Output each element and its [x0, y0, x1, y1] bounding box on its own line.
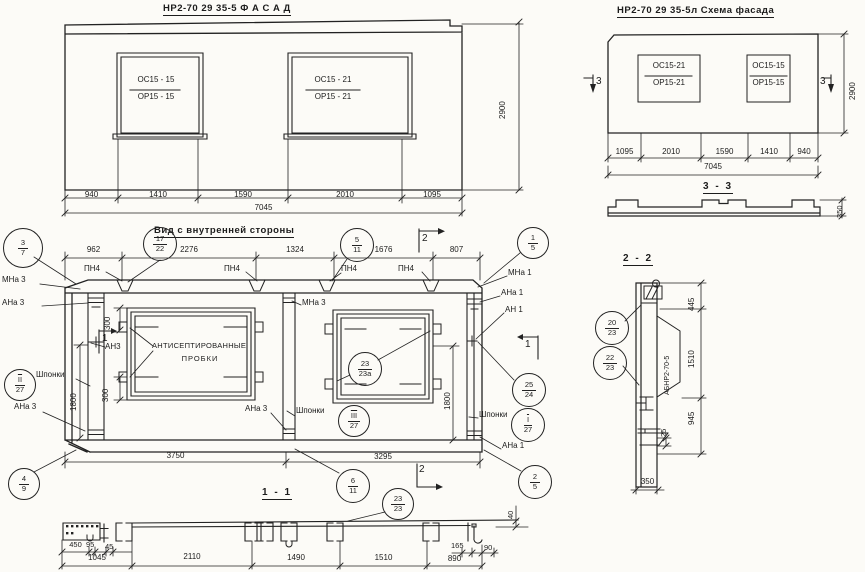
inner-dim-1676: 1676	[374, 245, 393, 254]
callout-I-27	[511, 408, 545, 442]
inner-label-ana3-bottomleft: АНа 3	[14, 402, 37, 411]
s11-dim-450: 450	[69, 540, 82, 549]
inner-dim-807: 807	[449, 245, 464, 254]
s11-dim-1045: 1045	[88, 553, 106, 562]
inner-ribs	[88, 293, 474, 440]
s22-top-anchor	[641, 286, 662, 303]
callout-22-23-top: 22	[603, 354, 617, 364]
callout-17-22-bottom: 22	[155, 243, 165, 253]
callout-4-9-bottom: 9	[21, 483, 27, 493]
inner-label-mna3-topleft: МНа 3	[2, 275, 26, 284]
s11-dim-90: 90	[484, 543, 493, 552]
callout-3-7-bottom: 7	[20, 247, 26, 257]
inner-section-mark-1-right: 1	[525, 339, 531, 350]
callout-1-5-top: 1	[528, 234, 538, 244]
inner-dim-2276: 2276	[180, 245, 198, 254]
facade-dim-940: 940	[84, 190, 99, 199]
inner-view-title: Вид с внутренней стороны	[154, 226, 294, 238]
inner-label-pn4-4: ПН4	[398, 264, 414, 273]
callout-1-5-bottom: 5	[530, 242, 536, 252]
inner-label-shponki-right: Шпонки	[479, 410, 508, 419]
facade-dim-1095: 1095	[423, 190, 441, 199]
facade-view	[65, 20, 523, 216]
callout-III-27-top: $\overline{III}$	[348, 412, 360, 422]
s11-dim-890: 890	[447, 554, 462, 563]
inner-dim-962: 962	[86, 245, 101, 254]
section-3-3	[608, 198, 846, 218]
callout-I-27-top: $\overline{I}$	[524, 416, 532, 426]
inner-view	[34, 228, 538, 521]
callout-23-23a-bottom: 23а	[358, 368, 372, 378]
inner-label-ana3-center: АНа 3	[245, 404, 268, 413]
inner-label-ana1-top: АНа 1	[501, 288, 524, 297]
inner-label-mna3-center: МНа 3	[302, 298, 326, 307]
s33-dim-350: 350	[835, 205, 844, 218]
callout-23-23-bottom: 23	[393, 503, 403, 513]
facade-window1-mark-bottom: ОР15 - 15	[137, 92, 175, 101]
callout-20-23-bottom: 23	[607, 327, 617, 337]
callout-6-11	[336, 469, 370, 503]
inner-dim-3750: 3750	[166, 451, 185, 460]
inner-dim-300-bottom: 300	[101, 388, 110, 402]
callout-20-23-top: 20	[605, 319, 619, 329]
schema-window2-mark-bottom: ОР15-15	[752, 78, 785, 87]
schema-dim-1590: 1590	[715, 147, 734, 156]
s11-dim-165: 165	[451, 541, 464, 550]
callout-6-11-top: 6	[348, 477, 358, 487]
schema-section-mark-3-right: 3	[820, 76, 826, 87]
callout-II-27-bottom: 27	[15, 384, 25, 394]
callout-20-23	[595, 311, 629, 345]
section-3-3-title: 3 - 3	[703, 181, 734, 192]
callout-25-24-top: 25	[522, 381, 536, 391]
callout-II-27	[4, 369, 36, 401]
inner-dim-3295: 3295	[374, 452, 392, 461]
callout-2-5-top: 2	[530, 473, 540, 483]
schema-window1-mark-bottom: ОР15-21	[652, 78, 686, 87]
facade-dim-total-7045: 7045	[254, 203, 273, 212]
callout-17-22	[143, 227, 177, 261]
s11-dim-45: 45	[105, 542, 114, 551]
section-2-2-title: 2 - 2	[623, 253, 654, 264]
callout-II-27-top: $\overline{II}$	[15, 376, 25, 386]
callout-2-5	[518, 465, 552, 499]
callout-III-27	[338, 405, 370, 437]
inner-label-mna1: МНа 1	[508, 268, 532, 277]
inner-label-shponki-center: Шпонки	[296, 406, 325, 415]
s22-mid-bracket	[637, 397, 653, 410]
inner-label-an3: АН3	[105, 342, 121, 351]
inner-label-pn4-3: ПН4	[341, 264, 357, 273]
callout-I-27-bottom: 27	[523, 424, 533, 434]
callout-5-11-bottom: 11	[353, 244, 361, 254]
callout-1-5	[517, 227, 549, 259]
callout-23-23	[382, 488, 414, 520]
callout-3-7	[3, 228, 43, 268]
schema-dim-height-2900: 2900	[848, 82, 857, 100]
facade-dim-2010: 2010	[336, 190, 354, 199]
schema-dim-940: 940	[797, 147, 811, 156]
callout-23-23-top: 23	[391, 495, 405, 505]
s11-dim-1510: 1510	[374, 553, 393, 562]
callout-25-24-bottom: 24	[524, 389, 534, 399]
callout-3-7-top: 3	[18, 239, 28, 249]
inner-label-pn4-2: ПН4	[224, 264, 240, 273]
inner-section-mark-2-bottom: 2	[419, 464, 425, 475]
callout-2-5-bottom: 5	[532, 481, 538, 491]
inner-label-shponki-left: Шпонки	[36, 370, 65, 379]
schema-dim-1095: 1095	[615, 147, 634, 156]
s22-stamp: АБНР2-70-5	[664, 355, 671, 395]
callout-17-22-top: 17	[153, 235, 167, 245]
callout-25-24	[512, 373, 546, 407]
schema-dim-1410: 1410	[760, 147, 778, 156]
facade-window1-mark-top: ОС15 - 15	[137, 75, 175, 84]
schema-window1-mark-top: ОС15-21	[652, 61, 686, 70]
schema-title: НР2-70 29 35-5л Схема фасада	[617, 6, 774, 18]
facade-dim-1590: 1590	[234, 190, 252, 199]
inner-dim-1324: 1324	[286, 245, 304, 254]
schema-section-flags	[584, 75, 831, 90]
callout-22-23	[593, 346, 627, 380]
s22-dim-350: 350	[640, 477, 655, 486]
s22-dim-945: 945	[687, 411, 696, 425]
schema-window2-mark-top: ОС15-15	[752, 61, 785, 70]
schema-dim-total-7045: 7045	[704, 162, 722, 171]
callout-4-9	[8, 468, 40, 500]
inner-dim-1800-left: 1800	[69, 393, 78, 411]
callout-23-23a-top: 23	[358, 360, 372, 370]
inner-note-antiseptic-1: АНТИСЕПТИРОВАННЫЕ	[152, 341, 247, 350]
facade-title: НР2-70 29 35-5 Ф А С А Д	[163, 4, 291, 16]
s22-dim-25: 25	[659, 428, 668, 437]
inner-dim-300-top: 300	[103, 316, 112, 330]
inner-note-antiseptic-2: ПРОБКИ	[181, 354, 219, 363]
facade-dim-1410: 1410	[149, 190, 167, 199]
facade-dim-height-2900: 2900	[498, 101, 507, 119]
facade-window2-mark-top: ОС15 - 21	[314, 75, 352, 84]
inner-top-notches	[117, 280, 439, 291]
inner-label-pn4-1: ПН4	[84, 264, 100, 273]
inner-anchor-marks	[88, 298, 482, 436]
callout-5-11-top: 5	[352, 236, 362, 246]
callout-23-23a	[348, 352, 382, 386]
callout-5-11	[340, 228, 374, 262]
s22-dim-1510: 1510	[687, 350, 696, 368]
callout-6-11-bottom: 11	[349, 485, 357, 495]
schema-dim-2010: 2010	[662, 147, 680, 156]
schema-section-mark-3-left: 3	[596, 76, 602, 87]
callout-III-27-bottom: 27	[349, 420, 359, 430]
s11-dim-2110: 2110	[183, 552, 201, 561]
inner-label-an1: АН 1	[505, 305, 523, 314]
inner-section-mark-1-left: 1	[102, 333, 108, 344]
facade-dimension-lines	[65, 22, 523, 216]
s11-dim-95: 95	[86, 540, 95, 549]
inner-label-ana1-bottom: АНа 1	[502, 441, 525, 450]
callout-22-23-bottom: 23	[605, 362, 615, 372]
inner-section-mark-2-top: 2	[422, 233, 428, 244]
facade-window2-mark-bottom: ОР15 - 21	[314, 92, 352, 101]
callout-4-9-top: 4	[19, 475, 29, 485]
s22-dim-445: 445	[687, 297, 696, 311]
inner-dim-1800-right: 1800	[443, 392, 452, 410]
s11-dim-40: 40	[506, 510, 515, 519]
inner-label-ana3-left: АНа 3	[2, 298, 25, 307]
s11-dim-1490: 1490	[287, 553, 305, 562]
section-1-1-title: 1 - 1	[262, 487, 293, 498]
